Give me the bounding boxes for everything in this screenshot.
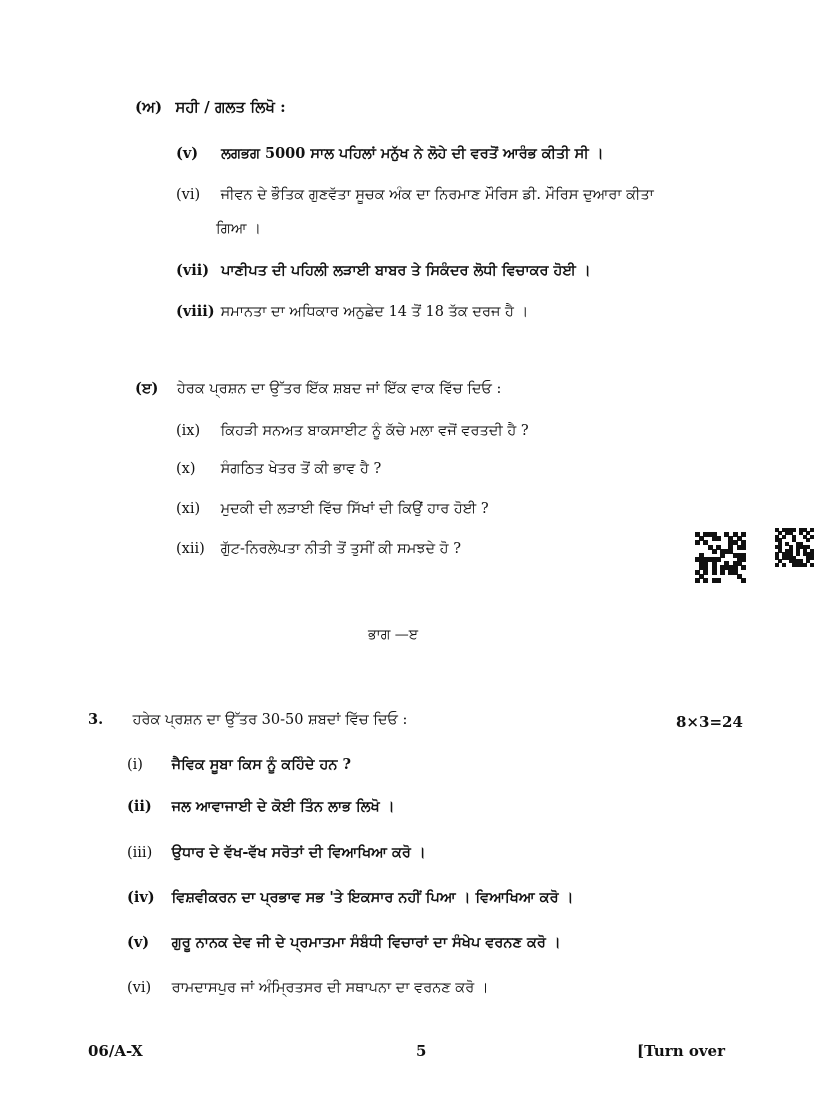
item-text: ਮੁਦਕੀ ਦੀ ਲੜਾਈ ਵਿੱਚ ਸਿੱਖਾਂ ਦੀ ਕਿਉਂ ਹਾਰ ਹੋਈ ? — [220, 501, 489, 517]
item-number: (xi) — [176, 501, 201, 517]
question-item — [127, 844, 426, 861]
qr-cell — [716, 578, 721, 583]
item-text: ਸਮਾਨਤਾ ਦਾ ਅਧਿਕਾਰ ਅਨੁਛੇਦ 14 ਤੋਂ 18 ਤੱਕ ਦਰਜ ਹੈ । — [220, 304, 529, 320]
item-number: (ix) — [176, 423, 201, 439]
question-marks: 8×3=24 — [676, 713, 743, 731]
item-number: (v) — [127, 934, 150, 951]
paper-code: 06/A-X — [88, 1042, 143, 1060]
qr-cell — [796, 552, 800, 556]
item-text: ਜੈਵਿਕ ਸੂਬਾ ਕਿਸ ਨੂੰ ਕਹਿੰਦੇ ਹਨ ? — [171, 756, 352, 773]
qr-cell — [810, 556, 814, 560]
question-item — [176, 541, 461, 557]
item-number: (ii) — [127, 798, 152, 815]
qr-cell — [716, 536, 721, 541]
qr-cell — [741, 565, 746, 570]
question-item — [176, 303, 528, 320]
question-item — [176, 262, 591, 279]
turn-over-note: [Turn over — [637, 1042, 725, 1060]
question-item — [176, 423, 529, 439]
item-text: ਪਾਣੀਪਤ ਦੀ ਪਹਿਲੀ ਲੜਾਈ ਬਾਬਰ ਤੇ ਸਿਕੰਦਰ ਲੋਧੀ ਵਿਚਾਕਰ ਹੋਈ । — [221, 262, 591, 279]
item-text: ਰਾਮਦਾਸਪੁਰ ਜਾਂ ਅੰਮ੍ਰਿਤਸਰ ਦੀ ਸਥਾਪਨਾ ਦਾ ਵਰਨਣ ਕਰੋ । — [171, 980, 489, 996]
qr-cell — [792, 528, 796, 532]
item-text: ਜੀਵਨ ਦੇ ਭੌਤਿਕ ਗੁਣਵੱਤਾ ਸੂਚਕ ਅੰਕ ਦਾ ਨਿਰਮਾਣ ਮੌਰਿਸ ਡੀ. ਮੌਰਿਸ ਦੁਆਰਾ ਕੀਤਾ — [220, 187, 654, 203]
item-text: ਗੁਰੂ ਨਾਨਕ ਦੇਵ ਜੀ ਦੇ ਪ੍ਰਮਾਤਮਾ ਸੰਬੰਧੀ ਵਿਚਾਰਾਂ ਦਾ ਸੰਖੇਪ ਵਰਨਣ ਕਰੋ । — [171, 934, 561, 951]
qr-cell — [695, 540, 700, 545]
qr-code-large — [695, 532, 745, 582]
section-a-title: ਸਹੀ / ਗਲਤ ਲਿਖੋ : — [175, 98, 286, 116]
item-number: (iv) — [127, 889, 155, 906]
item-text: ਜਲ ਆਵਾਜਾਈ ਦੇ ਕੋਈ ਤਿੰਨ ਲਾਭ ਲਿਖੋ । — [171, 798, 395, 815]
item-number: (vi) — [176, 187, 201, 203]
qr-cell — [712, 570, 717, 575]
item-text-continued: ਗਿਆ । — [216, 221, 261, 237]
qr-cell — [810, 535, 814, 539]
qr-cell — [775, 563, 779, 567]
qr-cell — [810, 528, 814, 532]
item-text: ਵਿਸ਼ਵੀਕਰਨ ਦਾ ਪ੍ਰਭਾਵ ਸਭ 'ਤੇ ਇਕਸਾਰ ਨਹੀਂ ਪਿਆ । ਵਿਆਖਿਆ ਕਰੋ । — [171, 889, 574, 906]
qr-code-small — [775, 528, 813, 566]
part-heading: ਭਾਗ —ੲ — [368, 627, 419, 643]
question-number: 3. — [88, 711, 104, 728]
section-e-label: (ੲ) — [135, 380, 159, 397]
question-item — [176, 501, 489, 517]
qr-cell — [720, 570, 725, 575]
item-number: (v) — [176, 145, 199, 162]
qr-cell — [782, 563, 786, 567]
section-a-label: (ਅ) — [135, 98, 163, 116]
qr-cell — [810, 563, 814, 567]
item-number: (viii) — [176, 303, 215, 320]
page-number: 5 — [416, 1042, 427, 1060]
question-item — [127, 756, 351, 773]
item-number: (vii) — [176, 262, 210, 279]
question-item — [127, 934, 561, 951]
section-e-title: ਹੇਰਕ ਪ੍ਰਸ਼ਨ ਦਾ ਉੱਤਰ ਇੱਕ ਸ਼ਬਦ ਜਾਂ ਇੱਕ ਵਾਕ ਵਿੱਚ ਦਿਓ : — [177, 381, 502, 397]
qr-cell — [703, 578, 708, 583]
qr-cell — [782, 535, 786, 539]
question-title: ਹਰੇਕ ਪ੍ਰਸ਼ਨ ਦਾ ਉੱਤਰ 30-50 ਸ਼ਬਦਾਂ ਵਿੱਚ ਦਿਓ : — [132, 712, 408, 728]
section-e-heading — [135, 380, 501, 397]
qr-cell — [741, 578, 746, 583]
qr-cell — [806, 538, 810, 542]
item-number: (x) — [176, 461, 196, 477]
section-a-heading — [135, 98, 286, 116]
item-text: ਕਿਹੜੀ ਸਨਅਤ ਬਾਕਸਾਈਟ ਨੂੰ ਕੱਚੇ ਮਲਾ ਵਜੋਂ ਵਰਤਦੀ ਹੈ ? — [220, 423, 529, 439]
question-item — [176, 187, 654, 203]
question-3-heading — [88, 711, 407, 728]
question-item — [127, 798, 395, 815]
qr-cell — [741, 545, 746, 550]
qr-cell — [712, 549, 717, 554]
question-item — [127, 889, 573, 906]
question-item — [127, 980, 489, 996]
question-item — [176, 145, 604, 162]
item-text: ਗੁੱਟ-ਨਿਰਲੇਪਤਾ ਨੀਤੀ ਤੋਂ ਤੁਸੀਂ ਕੀ ਸਮਝਦੇ ਹੋ ? — [220, 541, 461, 557]
question-item — [176, 461, 381, 477]
item-text: ਉਧਾਰ ਦੇ ਵੱਖ-ਵੱਖ ਸਰੋਤਾਂ ਦੀ ਵਿਆਖਿਆ ਕਰੋ । — [171, 844, 426, 861]
item-text: ਲਗਭਗ 5000 ਸਾਲ ਪਹਿਲਾਂ ਮਨੁੱਖ ਨੇ ਲੋਹੇ ਦੀ ਵਰਤੋਂ ਆਰੰਭ ਕੀਤੀ ਸੀ । — [221, 145, 604, 162]
item-number: (iii) — [127, 845, 153, 861]
item-number: (xii) — [176, 541, 205, 557]
qr-cell — [803, 563, 807, 567]
item-text: ਸੰਗਠਿਤ ਖੇਤਰ ਤੋਂ ਕੀ ਭਾਵ ਹੈ ? — [220, 461, 382, 477]
item-number: (i) — [127, 757, 143, 773]
qr-cell — [695, 578, 700, 583]
item-number: (vi) — [127, 980, 152, 996]
